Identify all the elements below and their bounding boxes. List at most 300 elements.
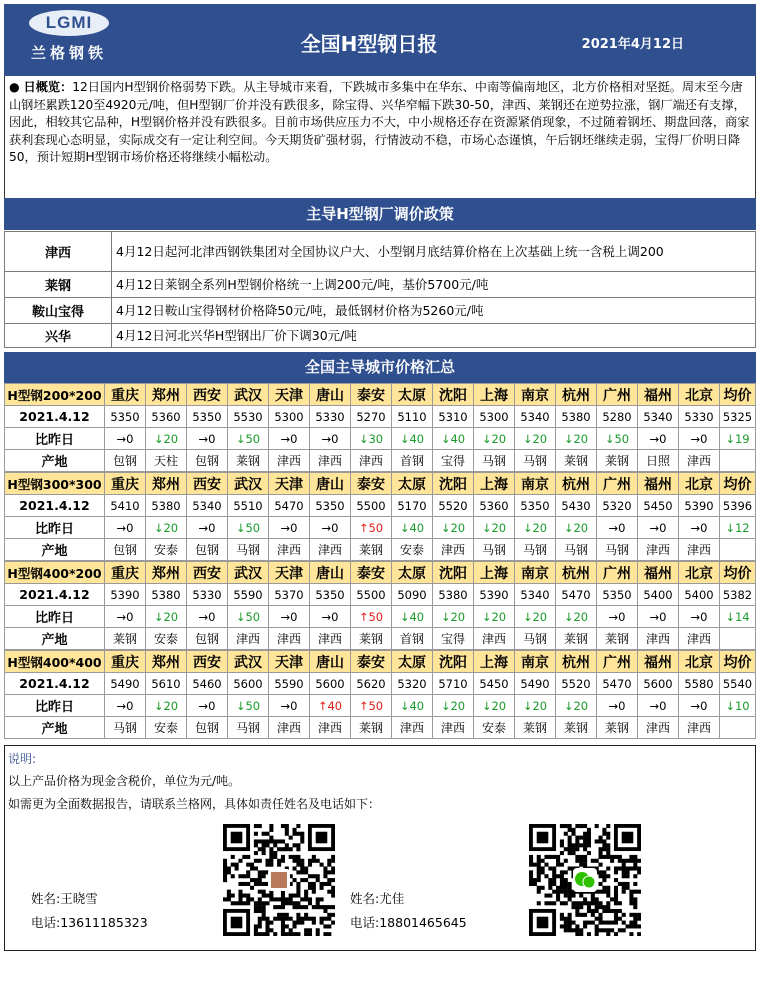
city-header: 北京 [679,651,720,673]
price-cell: 5510 [228,495,269,517]
price-cell: 5360 [146,406,187,428]
origin-cell: 马钢 [597,539,638,561]
city-header: 均价 [720,384,756,406]
city-header: 南京 [515,651,556,673]
date-label: 2021.4.12 [5,406,105,428]
date-label: 2021.4.12 [5,495,105,517]
origin-cell: 首钢 [392,450,433,472]
change-row [5,428,756,450]
price-cell: 5350 [597,584,638,606]
city-header: 南京 [515,473,556,495]
price-header-row [5,473,756,495]
origin-label: 产地 [5,628,105,650]
price-cell: 5170 [392,495,433,517]
logo-text: LGMI [45,13,93,32]
price-cell: 5090 [392,584,433,606]
product-name: H型钢400*200 [5,562,105,584]
city-header: 北京 [679,384,720,406]
city-header: 武汉 [228,562,269,584]
price-header-row [5,651,756,673]
change-cell: →0 [269,695,310,717]
city-header: 福州 [638,562,679,584]
origin-cell: 津西 [433,717,474,739]
city-header: 太原 [392,384,433,406]
change-row [5,517,756,539]
city-header: 郑州 [146,384,187,406]
policy-text: 4月12日莱钢全系列H型钢价格统一上调200元/吨，基价5700元/吨 [112,272,756,298]
change-cell: →0 [310,517,351,539]
origin-cell: 津西 [269,628,310,650]
change-cell: →0 [269,517,310,539]
origin-cell: 安泰 [146,539,187,561]
change-cell: ↓20 [146,428,187,450]
price-cell: 5390 [474,584,515,606]
report-title: 全国H型钢日报 [300,32,438,56]
change-cell: →0 [679,695,720,717]
change-cell: ↓50 [228,428,269,450]
origin-cell: 安泰 [392,539,433,561]
origin-cell: 津西 [310,539,351,561]
origin-cell: 马钢 [515,628,556,650]
origin-cell: 马钢 [474,539,515,561]
price-cell: 5400 [638,584,679,606]
policy-text: 4月12日河北兴华H型钢出厂价下调30元/吨 [112,324,756,348]
price-cell: 5710 [433,673,474,695]
origin-cell: 津西 [679,450,720,472]
change-cell: ↓50 [228,695,269,717]
change-cell: ↓40 [433,428,474,450]
qr-code-icon [529,824,641,936]
prices-section-title: 全国主导城市价格汇总 [4,352,756,383]
logo-cn: 兰格钢铁 [30,44,107,62]
contact-phone-2: 电话:18801465645 [350,915,467,930]
policy-mill: 鞍山宝得 [5,298,112,324]
origin-cell: 津西 [679,717,720,739]
price-cell: 5590 [269,673,310,695]
change-cell: ↓14 [720,606,756,628]
origin-cell: 莱钢 [351,628,392,650]
change-cell: ↓50 [228,606,269,628]
report-date: 2021年4月12日 [581,37,684,52]
change-cell: ↑50 [351,695,392,717]
change-cell: ↓40 [392,428,433,450]
price-block [4,650,756,739]
change-cell: ↓20 [515,428,556,450]
city-header: 沈阳 [433,651,474,673]
origin-cell: 津西 [433,539,474,561]
price-cell: 5370 [269,584,310,606]
origin-cell: 天柱 [146,450,187,472]
contact-name-2: 姓名:尤佳 [350,891,405,906]
report-header [4,4,756,76]
price-cell: 5490 [105,673,146,695]
origin-cell [720,539,756,561]
price-cell: 5330 [679,406,720,428]
price-cell: 5380 [556,406,597,428]
price-cell: 5330 [187,584,228,606]
policy-text: 4月12日鞍山宝得钢材价格降50元/吨，最低钢材价格为5260元/吨 [112,298,756,324]
city-header: 泰安 [351,562,392,584]
change-label: 比昨日 [5,695,105,717]
origin-cell: 津西 [474,628,515,650]
price-row [5,495,756,517]
origin-cell: 宝得 [433,450,474,472]
change-cell: ↓20 [556,428,597,450]
city-header: 均价 [720,651,756,673]
price-cell: 5590 [228,584,269,606]
change-cell: ↓20 [146,517,187,539]
origin-cell: 包钢 [105,539,146,561]
city-header: 郑州 [146,562,187,584]
price-cell: 5610 [146,673,187,695]
price-cell: 5320 [597,495,638,517]
logo-mark [29,10,109,36]
price-row [5,673,756,695]
city-header: 杭州 [556,384,597,406]
origin-cell: 莱钢 [228,450,269,472]
change-cell: ↓19 [720,428,756,450]
origin-cell [720,450,756,472]
change-cell: ↓20 [515,517,556,539]
origin-cell: 津西 [638,628,679,650]
origin-cell: 莱钢 [597,628,638,650]
price-cell: 5310 [433,406,474,428]
price-cell: 5350 [310,584,351,606]
change-cell: ↓20 [474,428,515,450]
policy-row [5,232,756,272]
origin-cell [720,628,756,650]
city-header: 重庆 [105,651,146,673]
origin-cell: 安泰 [146,628,187,650]
price-header-row [5,562,756,584]
price-cell: 5470 [556,584,597,606]
change-row [5,695,756,717]
city-header: 杭州 [556,651,597,673]
origin-cell: 莱钢 [597,450,638,472]
price-row [5,584,756,606]
city-header: 西安 [187,384,228,406]
price-cell: 5325 [720,406,756,428]
policy-table [4,231,756,348]
price-cell: 5470 [597,673,638,695]
change-cell: ↓40 [392,695,433,717]
origin-cell: 日照 [638,450,679,472]
policy-row [5,298,756,324]
origin-cell: 津西 [310,717,351,739]
change-cell: ↓20 [515,606,556,628]
change-cell: →0 [638,695,679,717]
policy-section-title: 主导H型钢厂调价政策 [4,198,756,230]
city-header: 南京 [515,562,556,584]
change-cell: →0 [105,517,146,539]
origin-cell: 莱钢 [351,717,392,739]
price-cell: 5390 [679,495,720,517]
city-header: 北京 [679,562,720,584]
overview-label: 日概览： [23,80,73,94]
notes-line-contact: 如需更为全面数据报告，请联系兰格网，具体如责任姓名及电话如下： [8,797,381,811]
change-cell: ↓50 [597,428,638,450]
change-cell: ↓20 [433,606,474,628]
price-cell: 5400 [679,584,720,606]
change-cell: ↓10 [720,695,756,717]
origin-cell: 包钢 [105,450,146,472]
origin-cell: 津西 [392,717,433,739]
change-label: 比昨日 [5,428,105,450]
city-header: 武汉 [228,473,269,495]
origin-cell: 莱钢 [105,628,146,650]
city-header: 唐山 [310,651,351,673]
city-header: 沈阳 [433,473,474,495]
price-summary [4,383,756,739]
city-header: 均价 [720,473,756,495]
date-label: 2021.4.12 [5,673,105,695]
city-header: 唐山 [310,384,351,406]
change-cell: ↓20 [146,695,187,717]
price-cell: 5500 [351,584,392,606]
price-cell: 5470 [269,495,310,517]
origin-cell: 莱钢 [556,450,597,472]
daily-overview [4,76,756,198]
origin-cell: 莱钢 [597,717,638,739]
city-header: 上海 [474,651,515,673]
city-header: 西安 [187,651,228,673]
price-cell: 5490 [515,673,556,695]
price-cell: 5340 [638,406,679,428]
city-header: 福州 [638,651,679,673]
city-header: 泰安 [351,384,392,406]
price-header-row [5,384,756,406]
change-cell: ↑40 [310,695,351,717]
overview-text: 12日国内H型钢价格弱势下跌。从主导城市来看，下跌城市多集中在华东、中南等偏南地区，北方价格相对坚挺。周末至今唐山钢坯累跌120至4920元/吨，但H型钢厂价并没有跌很多，除宝得、兴华窄幅下跌30-50，津西、莱钢还在逆势拉涨，钢厂端还有支撑，因此，相较其它品种，H型钢价格并没有跌很多。目前市场供应压力不大，中小规格还存在资源紧俏现象，不过随着钢坯、期盘回落，商家获利套现心态明显，实际成交有一定让利空间。今天期货矿强材弱，行情波动不稳，市场心态谨慎，午后钢坯继续走弱，宝得厂价明日降50，预计短期H型钢市场价格还将继续小幅松动。 [9,80,750,165]
origin-label: 产地 [5,450,105,472]
city-header: 重庆 [105,384,146,406]
contact-phone-1: 电话:13611185323 [31,915,148,930]
change-cell: ↑50 [351,606,392,628]
change-cell: →0 [638,517,679,539]
product-name: H型钢300*300 [5,473,105,495]
price-row [5,406,756,428]
origin-cell: 马钢 [105,717,146,739]
price-cell: 5350 [105,406,146,428]
change-cell: ↓20 [146,606,187,628]
city-header: 杭州 [556,473,597,495]
change-cell: →0 [638,606,679,628]
qr-code-icon [223,824,335,936]
origin-label: 产地 [5,539,105,561]
change-label: 比昨日 [5,606,105,628]
origin-row [5,628,756,650]
price-block [4,383,756,472]
change-cell: ↓20 [556,695,597,717]
city-header: 泰安 [351,651,392,673]
change-cell: ↓20 [474,695,515,717]
origin-cell: 津西 [310,628,351,650]
change-cell: ↓20 [433,695,474,717]
lange-logo [24,10,114,70]
city-header: 沈阳 [433,384,474,406]
policy-mill: 津西 [5,232,112,272]
origin-cell: 津西 [269,539,310,561]
origin-cell: 马钢 [515,450,556,472]
change-cell: →0 [187,428,228,450]
change-cell: ↓20 [433,517,474,539]
city-header: 天津 [269,473,310,495]
origin-cell: 安泰 [474,717,515,739]
price-block [4,561,756,650]
change-cell: →0 [597,695,638,717]
origin-cell: 莱钢 [515,717,556,739]
city-header: 重庆 [105,473,146,495]
change-cell: →0 [679,428,720,450]
change-cell: →0 [638,428,679,450]
change-cell: ↓40 [392,606,433,628]
city-header: 南京 [515,384,556,406]
price-cell: 5430 [556,495,597,517]
change-cell: ↓20 [515,695,556,717]
city-header: 天津 [269,651,310,673]
price-cell: 5330 [310,406,351,428]
city-header: 广州 [597,651,638,673]
price-cell: 5300 [474,406,515,428]
change-row [5,606,756,628]
city-header: 均价 [720,562,756,584]
price-cell: 5540 [720,673,756,695]
product-name: H型钢200*200 [5,384,105,406]
product-name: H型钢400*400 [5,651,105,673]
change-cell: →0 [597,517,638,539]
city-header: 广州 [597,384,638,406]
price-cell: 5340 [515,406,556,428]
origin-cell: 津西 [269,717,310,739]
origin-cell: 马钢 [515,539,556,561]
policy-row [5,324,756,348]
price-cell: 5620 [351,673,392,695]
policy-mill: 兴华 [5,324,112,348]
notes-title: 说明: [8,752,37,766]
change-cell: →0 [105,606,146,628]
price-cell: 5280 [597,406,638,428]
city-header: 太原 [392,473,433,495]
origin-row [5,450,756,472]
origin-cell: 津西 [351,450,392,472]
origin-cell: 首钢 [392,628,433,650]
change-cell: ↓20 [474,517,515,539]
origin-cell: 宝得 [433,628,474,650]
origin-cell: 马钢 [474,450,515,472]
price-cell: 5380 [146,495,187,517]
origin-cell: 津西 [679,539,720,561]
change-cell: ↓20 [556,606,597,628]
contact-name-1: 姓名:王晓雪 [31,891,98,906]
change-cell: ↓30 [351,428,392,450]
city-header: 武汉 [228,384,269,406]
change-cell: ↓50 [228,517,269,539]
city-header: 杭州 [556,562,597,584]
change-cell: ↓20 [556,517,597,539]
change-cell: →0 [269,606,310,628]
policy-mill: 莱钢 [5,272,112,298]
change-cell: →0 [105,695,146,717]
change-cell: ↓12 [720,517,756,539]
city-header: 广州 [597,473,638,495]
price-cell: 5340 [187,495,228,517]
price-cell: 5110 [392,406,433,428]
city-header: 福州 [638,473,679,495]
price-cell: 5410 [105,495,146,517]
origin-cell: 津西 [638,717,679,739]
price-cell: 5300 [269,406,310,428]
price-cell: 5520 [556,673,597,695]
city-header: 太原 [392,562,433,584]
origin-cell: 津西 [269,450,310,472]
city-header: 郑州 [146,651,187,673]
origin-cell: 津西 [228,628,269,650]
origin-cell: 包钢 [187,717,228,739]
price-cell: 5350 [515,495,556,517]
origin-cell: 津西 [679,628,720,650]
city-header: 郑州 [146,473,187,495]
city-header: 泰安 [351,473,392,495]
city-header: 上海 [474,384,515,406]
origin-cell: 安泰 [146,717,187,739]
city-header: 唐山 [310,562,351,584]
price-cell: 5450 [638,495,679,517]
change-cell: →0 [187,517,228,539]
price-cell: 5530 [228,406,269,428]
policy-row [5,272,756,298]
city-header: 上海 [474,473,515,495]
city-header: 天津 [269,562,310,584]
change-cell: ↑50 [351,517,392,539]
price-cell: 5270 [351,406,392,428]
date-label: 2021.4.12 [5,584,105,606]
change-cell: →0 [269,428,310,450]
city-header: 天津 [269,384,310,406]
price-cell: 5450 [474,673,515,695]
origin-cell: 津西 [638,539,679,561]
price-cell: 5600 [638,673,679,695]
origin-cell: 莱钢 [351,539,392,561]
city-header: 北京 [679,473,720,495]
origin-cell: 包钢 [187,628,228,650]
bullet-dot-icon: ● [9,80,20,94]
change-cell: →0 [310,428,351,450]
policy-text: 4月12日起河北津西钢铁集团对全国协议户大、小型钢月底结算价格在上次基础上统一含税上调200 [112,232,756,272]
origin-cell [720,717,756,739]
origin-row [5,717,756,739]
change-cell: →0 [679,606,720,628]
change-cell: ↓40 [392,517,433,539]
origin-cell: 包钢 [187,450,228,472]
change-cell: →0 [597,606,638,628]
price-cell: 5350 [187,406,228,428]
change-cell: ↓20 [474,606,515,628]
price-cell: 5340 [515,584,556,606]
origin-cell: 马钢 [228,717,269,739]
price-cell: 5600 [310,673,351,695]
price-cell: 5350 [310,495,351,517]
city-header: 西安 [187,562,228,584]
price-cell: 5500 [351,495,392,517]
price-cell: 5380 [146,584,187,606]
price-block [4,472,756,561]
city-header: 西安 [187,473,228,495]
price-cell: 5520 [433,495,474,517]
change-cell: →0 [187,606,228,628]
price-cell: 5360 [474,495,515,517]
price-cell: 5380 [433,584,474,606]
origin-label: 产地 [5,717,105,739]
